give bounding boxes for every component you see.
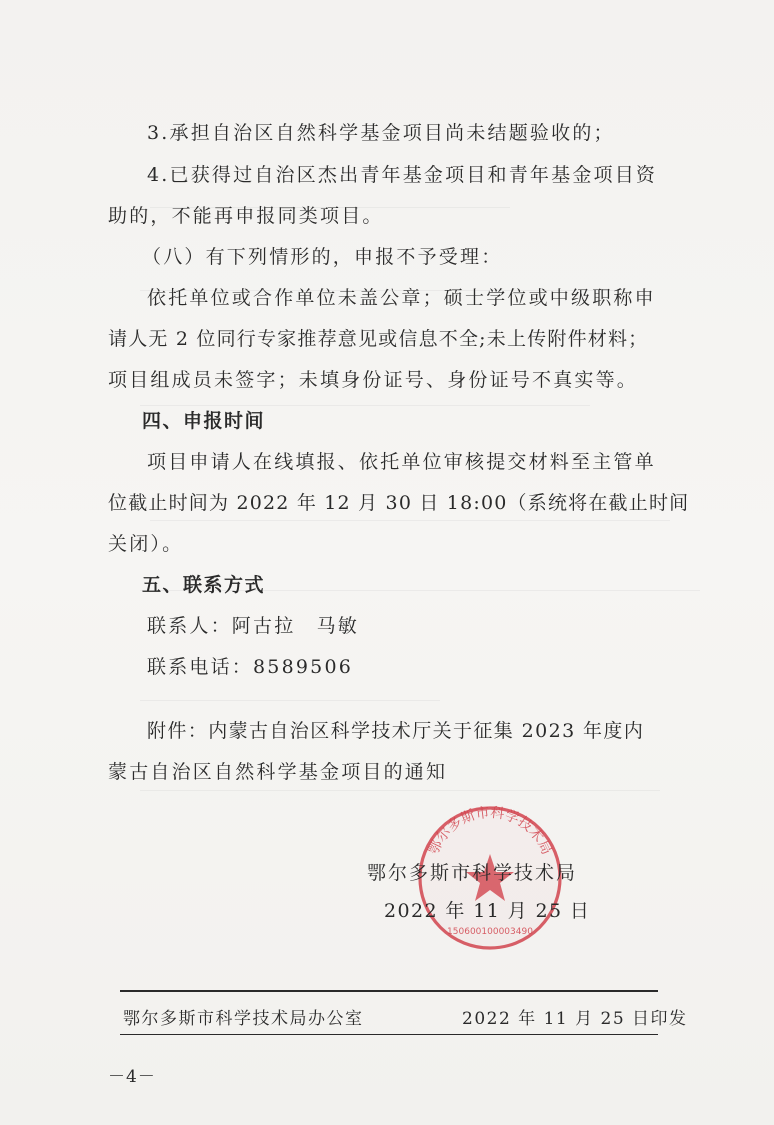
footer-office: 鄂尔多斯市科学技术局办公室 <box>123 1009 364 1029</box>
body-line: 请人无 2 位同行专家推荐意见或信息不全;未上传附件材料； <box>108 328 649 350</box>
body-line: 4.已获得过自治区杰出青年基金项目和青年基金项目资 <box>147 164 658 186</box>
body-line: 助的，不能再申报同类项目。 <box>108 205 384 227</box>
page-number: －4－ <box>108 1067 156 1087</box>
body-line: 项目申请人在线填报、依托单位审核提交材料至主管单 <box>147 451 656 473</box>
section-heading-application-time: 四、申报时间 <box>142 410 266 432</box>
body-line: 关闭）。 <box>108 533 184 555</box>
contact-person: 联系人：阿古拉 马敏 <box>147 615 360 637</box>
seal-code: 150600100003490 <box>447 927 533 937</box>
body-line: 位截止时间为 2022 年 12 月 30 日 18:00（系统将在截止时间 <box>108 492 690 514</box>
signature-organization: 鄂尔多斯市科学技术局 <box>367 862 578 884</box>
attachment-line: 附件：内蒙古自治区科学技术厅关于征集 2023 年度内 <box>147 720 645 742</box>
body-line: 项目组成员未签字；未填身份证号、身份证号不真实等。 <box>108 369 639 391</box>
footer-bottom-rule <box>120 1034 658 1035</box>
contact-phone: 联系电话：8589506 <box>147 656 354 678</box>
footer-top-rule <box>120 990 658 992</box>
attachment-line: 蒙古自治区自然科学基金项目的通知 <box>108 761 448 783</box>
signature-date: 2022 年 11 月 25 日 <box>384 900 591 922</box>
body-line: 依托单位或合作单位未盖公章；硕士学位或中级职称申 <box>147 287 656 309</box>
footer-print-date: 2022 年 11 月 25 日印发 <box>462 1009 688 1029</box>
seal-text: 鄂尔多斯市科学技术局 <box>425 804 555 858</box>
section-heading-contact: 五、联系方式 <box>142 574 266 596</box>
section-subheading: （八）有下列情形的，申报不予受理： <box>142 246 503 268</box>
body-line: 3.承担自治区自然科学基金项目尚未结题验收的； <box>147 122 615 144</box>
